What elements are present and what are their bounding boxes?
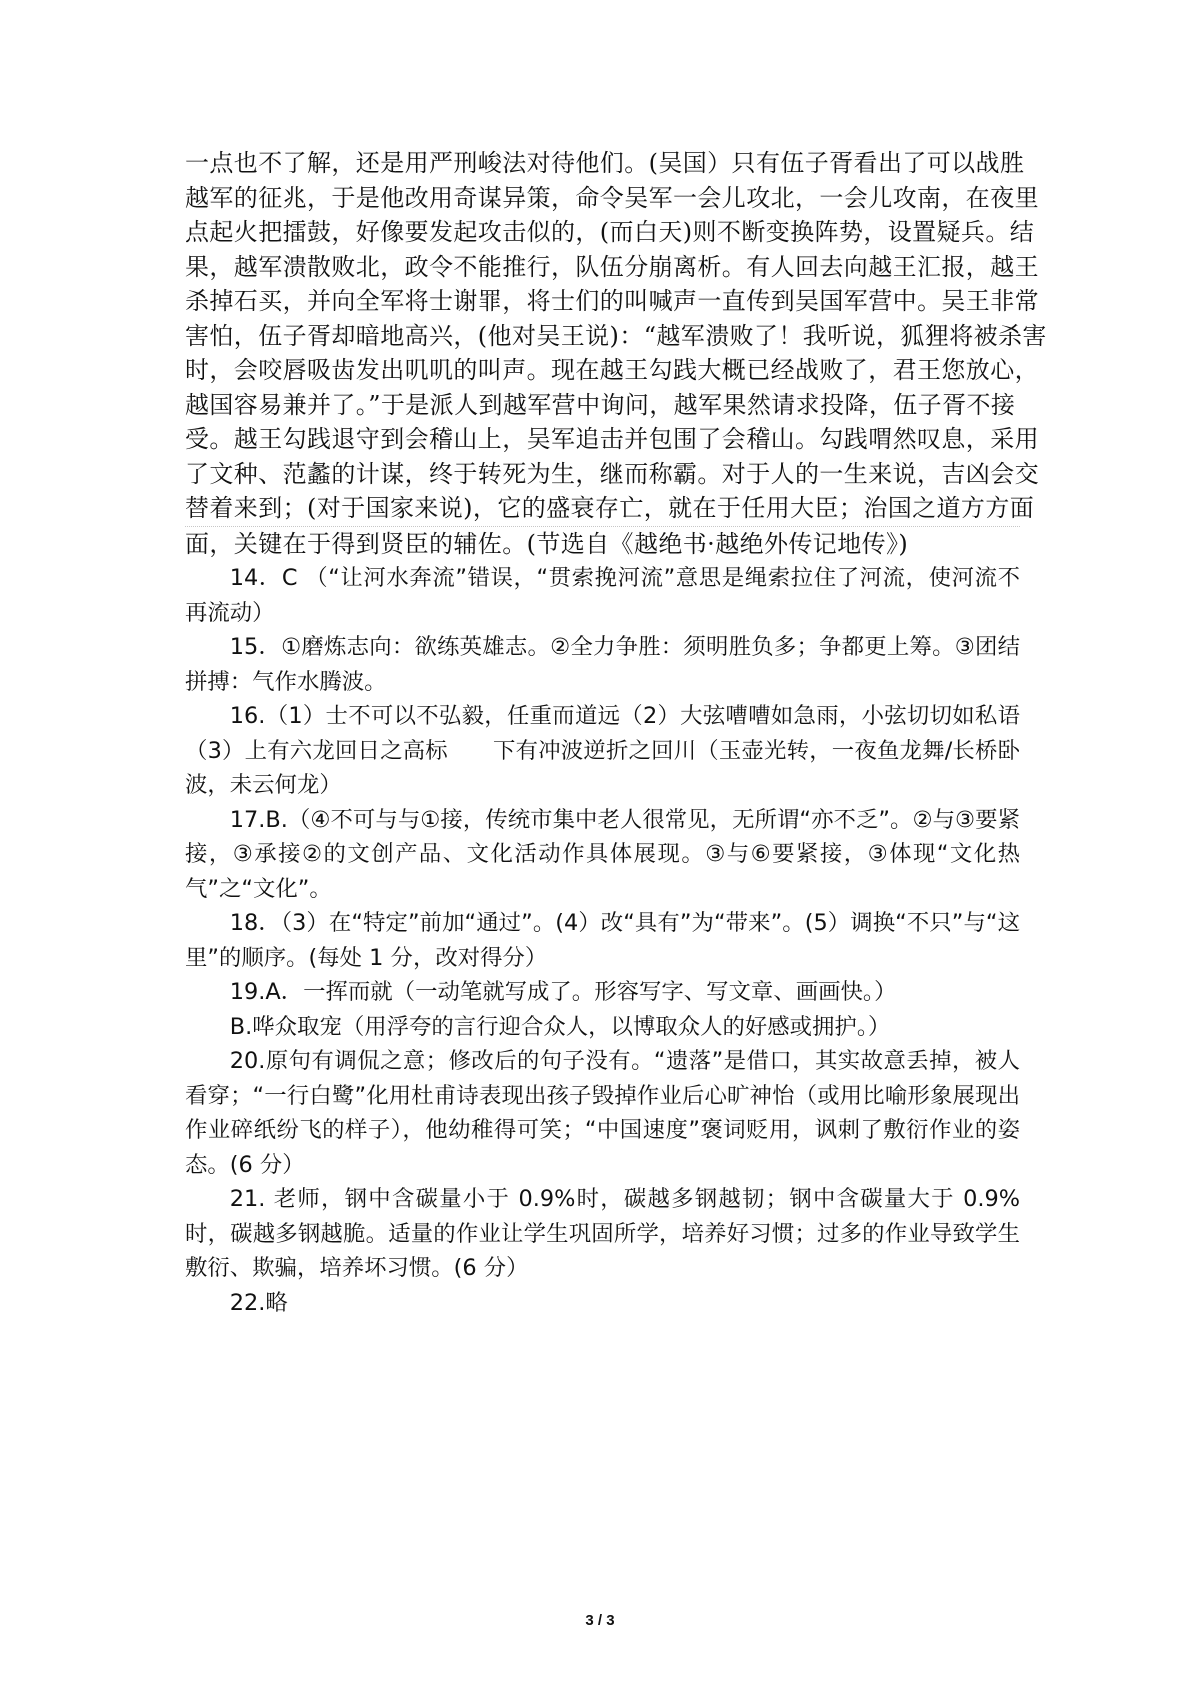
translation-line: 替着来到；(对于国家来说)，它的盛衰存亡，就在于任用大臣；治国之道方方面 [185,491,1020,527]
translation-line: 果，越军溃散败北，政令不能推行，队伍分崩离析。有人回去向越王汇报，越王 [185,252,1039,281]
answer-17: 17.B.（④不可与与①接，传统市集中老人很常见，无所谓“亦不乏”。②与③要紧接，③承接②的文创产品、文化活动作具体展现。③与⑥要紧接，③体现“文化热气”之“文化”。 [185,806,1020,902]
answer-19b: B.哗众取宠（用浮夸的言行迎合众人，以博取众人的好感或拥护。） [229,1013,891,1040]
translation-line: 面，关键在于得到贤臣的辅佐。(节选自《越绝书·越绝外传记地传》) [185,529,909,558]
answer-18: 18．（3）在“特定”前加“通过”。(4）改“具有”为“带来”。(5）调换“不只”与“这里”的顺序。(每处 1 分，改对得分） [185,910,1020,971]
answer-15: 15．①磨炼志向：欲练英雄志。②全力争胜：须明胜负多；争都更上筹。③团结拼搏：气作水腾波。 [185,634,1020,695]
answer-14: 14．C （“让河水奔流”错误，“贯索挽河流”意思是绳索拉住了河流，使河流不再流动） [185,565,1020,626]
translation-line: 了文种、范蠡的计谋，终于转死为生，继而称霸。对于人的一生来说，吉凶会交 [185,459,1039,488]
answer-20: 20.原句有调侃之意；修改后的句子没有。“遗落”是借口，其实故意丢掉，被人看穿；“一行白鹭”化用杜甫诗表现出孩子毁掉作业后心旷神怡（或用比喻形象展现出作业碎纸纷飞的样子），他幼稚得可笑；“中国速度”褒词贬用，讽刺了敷衍作业的姿态。(6 分） [185,1048,1020,1178]
answers-block [185,561,1020,1320]
translation-line: 杀掉石买，并向全军将士谢罪，将士们的叫喊声一直传到吴国军营中。吴王非常 [185,287,1039,315]
answer-16: 16.（1）士不可以不弘毅，任重而道远（2）大弦嘈嘈如急雨，小弦切切如私语（3）上有六龙回日之高标 下有冲波逆折之回川（玉壶光转，一夜鱼龙舞/长桥卧波，未云何龙） [185,703,1020,798]
translation-line: 越国容易兼并了。”于是派人到越军营中询问，越军果然请求投降，伍子胥不接 [185,390,1016,419]
translation-line: 害怕，伍子胥却暗地高兴，(他对吴王说)：“越军溃败了！我听说，狐狸将被杀害 [185,321,1047,350]
translation-block [185,146,1047,561]
translation-line: 越军的征兆，于是他改用奇谋异策，命令吴军一会儿攻北，一会儿攻南，在夜里 [185,183,1039,212]
translation-line: 一点也不了解，还是用严刑峻法对待他们。(吴国）只有伍子胥看出了可以战胜 [185,149,1025,177]
answer-22: 22.略 [229,1289,288,1316]
page-number: 3 / 3 [585,1612,615,1629]
answer-21: 21. 老师，钢中含碳量小于 0.9%时，碳越多钢越韧；钢中含碳量大于 0.9%时，碳越多钢越脆。适量的作业让学生巩固所学，培养好习惯；过多的作业导致学生敷衍、欺骗，培养坏习惯。(6 分） [185,1186,1020,1281]
translation-line: 时，会咬唇吸齿发出叽叽的叫声。现在越王勾践大概已经战败了，君王您放心， [185,356,1039,384]
page-content [185,146,1047,1320]
translation-line: 受。越王勾践退守到会稽山上，吴军追击并包围了会稽山。勾践喟然叹息，采用 [185,425,1039,453]
translation-line: 点起火把擂鼓，好像要发起攻击似的，(而白天)则不断变换阵势，设置疑兵。结 [185,218,1035,246]
answer-19a: 19.A．一挥而就（一动笔就写成了。形容写字、写文章、画画快。） [229,979,897,1005]
